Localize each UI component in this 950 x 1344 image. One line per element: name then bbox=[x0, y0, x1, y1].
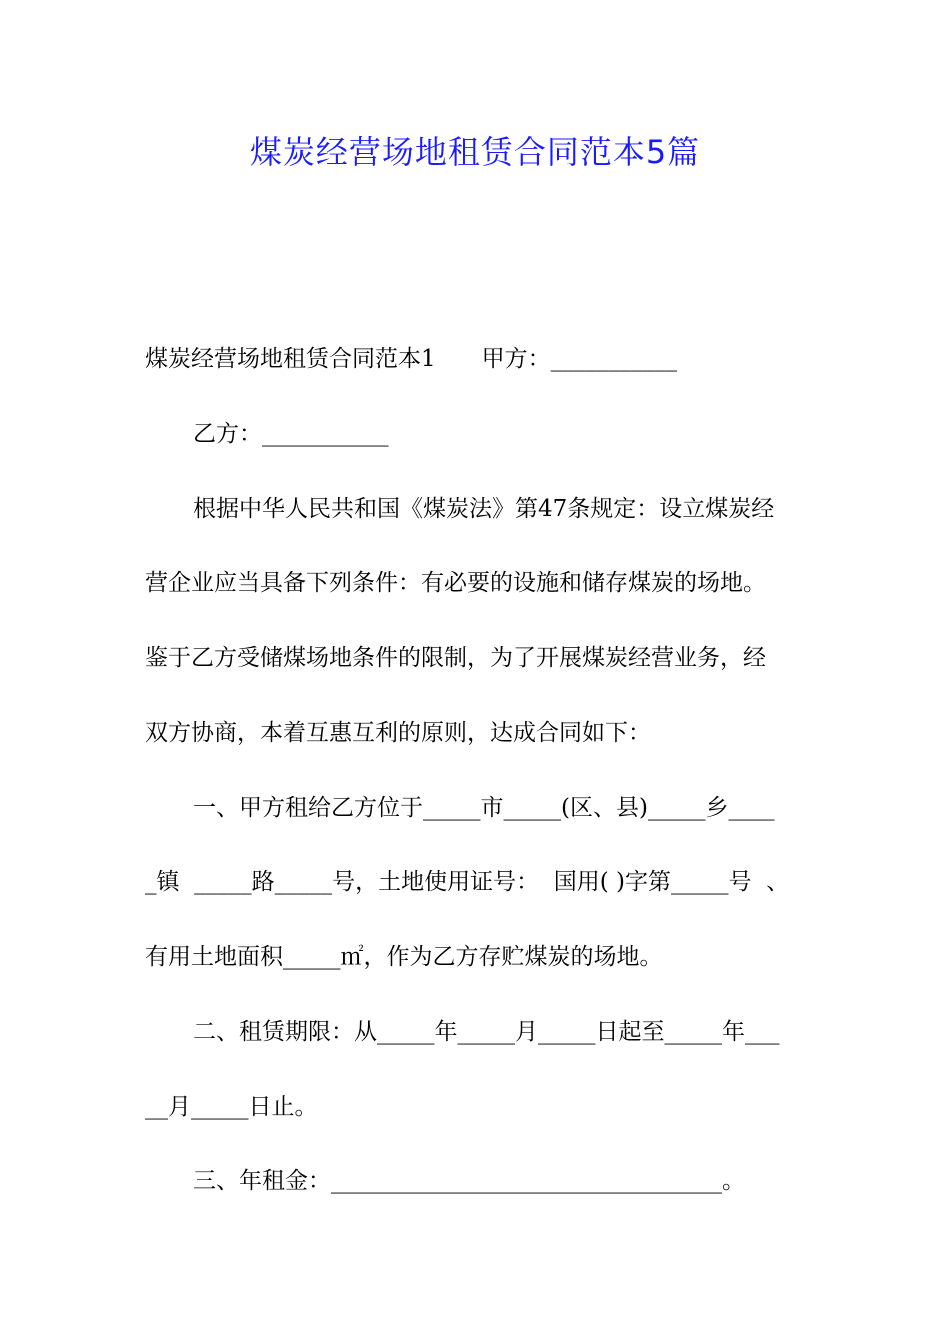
paragraph-line: 乙方：___________ bbox=[193, 421, 389, 447]
paragraph-line: 煤炭经营场地租赁合同范本1 甲方：___________ bbox=[145, 346, 678, 372]
paragraph-line: 二、租赁期限：从_____年_____月_____日起至_____年___ bbox=[193, 1019, 780, 1045]
paragraph-line: 三、年租金：__________________________________。 bbox=[193, 1168, 745, 1194]
paragraph-line: _镇 _____路_____号，土地使用证号： 国用( )字第_____号 、 bbox=[145, 869, 790, 895]
paragraph-line: 有用土地面积_____㎡，作为乙方存贮煤炭的场地。 bbox=[145, 944, 663, 970]
paragraph-line: 营企业应当具备下列条件：有必要的设施和储存煤炭的场地。 bbox=[145, 570, 766, 596]
paragraph-line: __月_____日止。 bbox=[145, 1094, 318, 1120]
paragraph-line: 根据中华人民共和国《煤炭法》第47条规定：设立煤炭经 bbox=[193, 496, 775, 522]
document-title: 煤炭经营场地租赁合同范本5篇 bbox=[249, 133, 701, 171]
paragraph-line: 鉴于乙方受储煤场地条件的限制，为了开展煤炭经营业务，经 bbox=[145, 645, 766, 671]
paragraph-line: 一、甲方租给乙方位于_____市_____(区、县)_____乡____ bbox=[193, 795, 775, 821]
paragraph-line: 双方协商，本着互惠互利的原则，达成合同如下： bbox=[145, 720, 651, 746]
